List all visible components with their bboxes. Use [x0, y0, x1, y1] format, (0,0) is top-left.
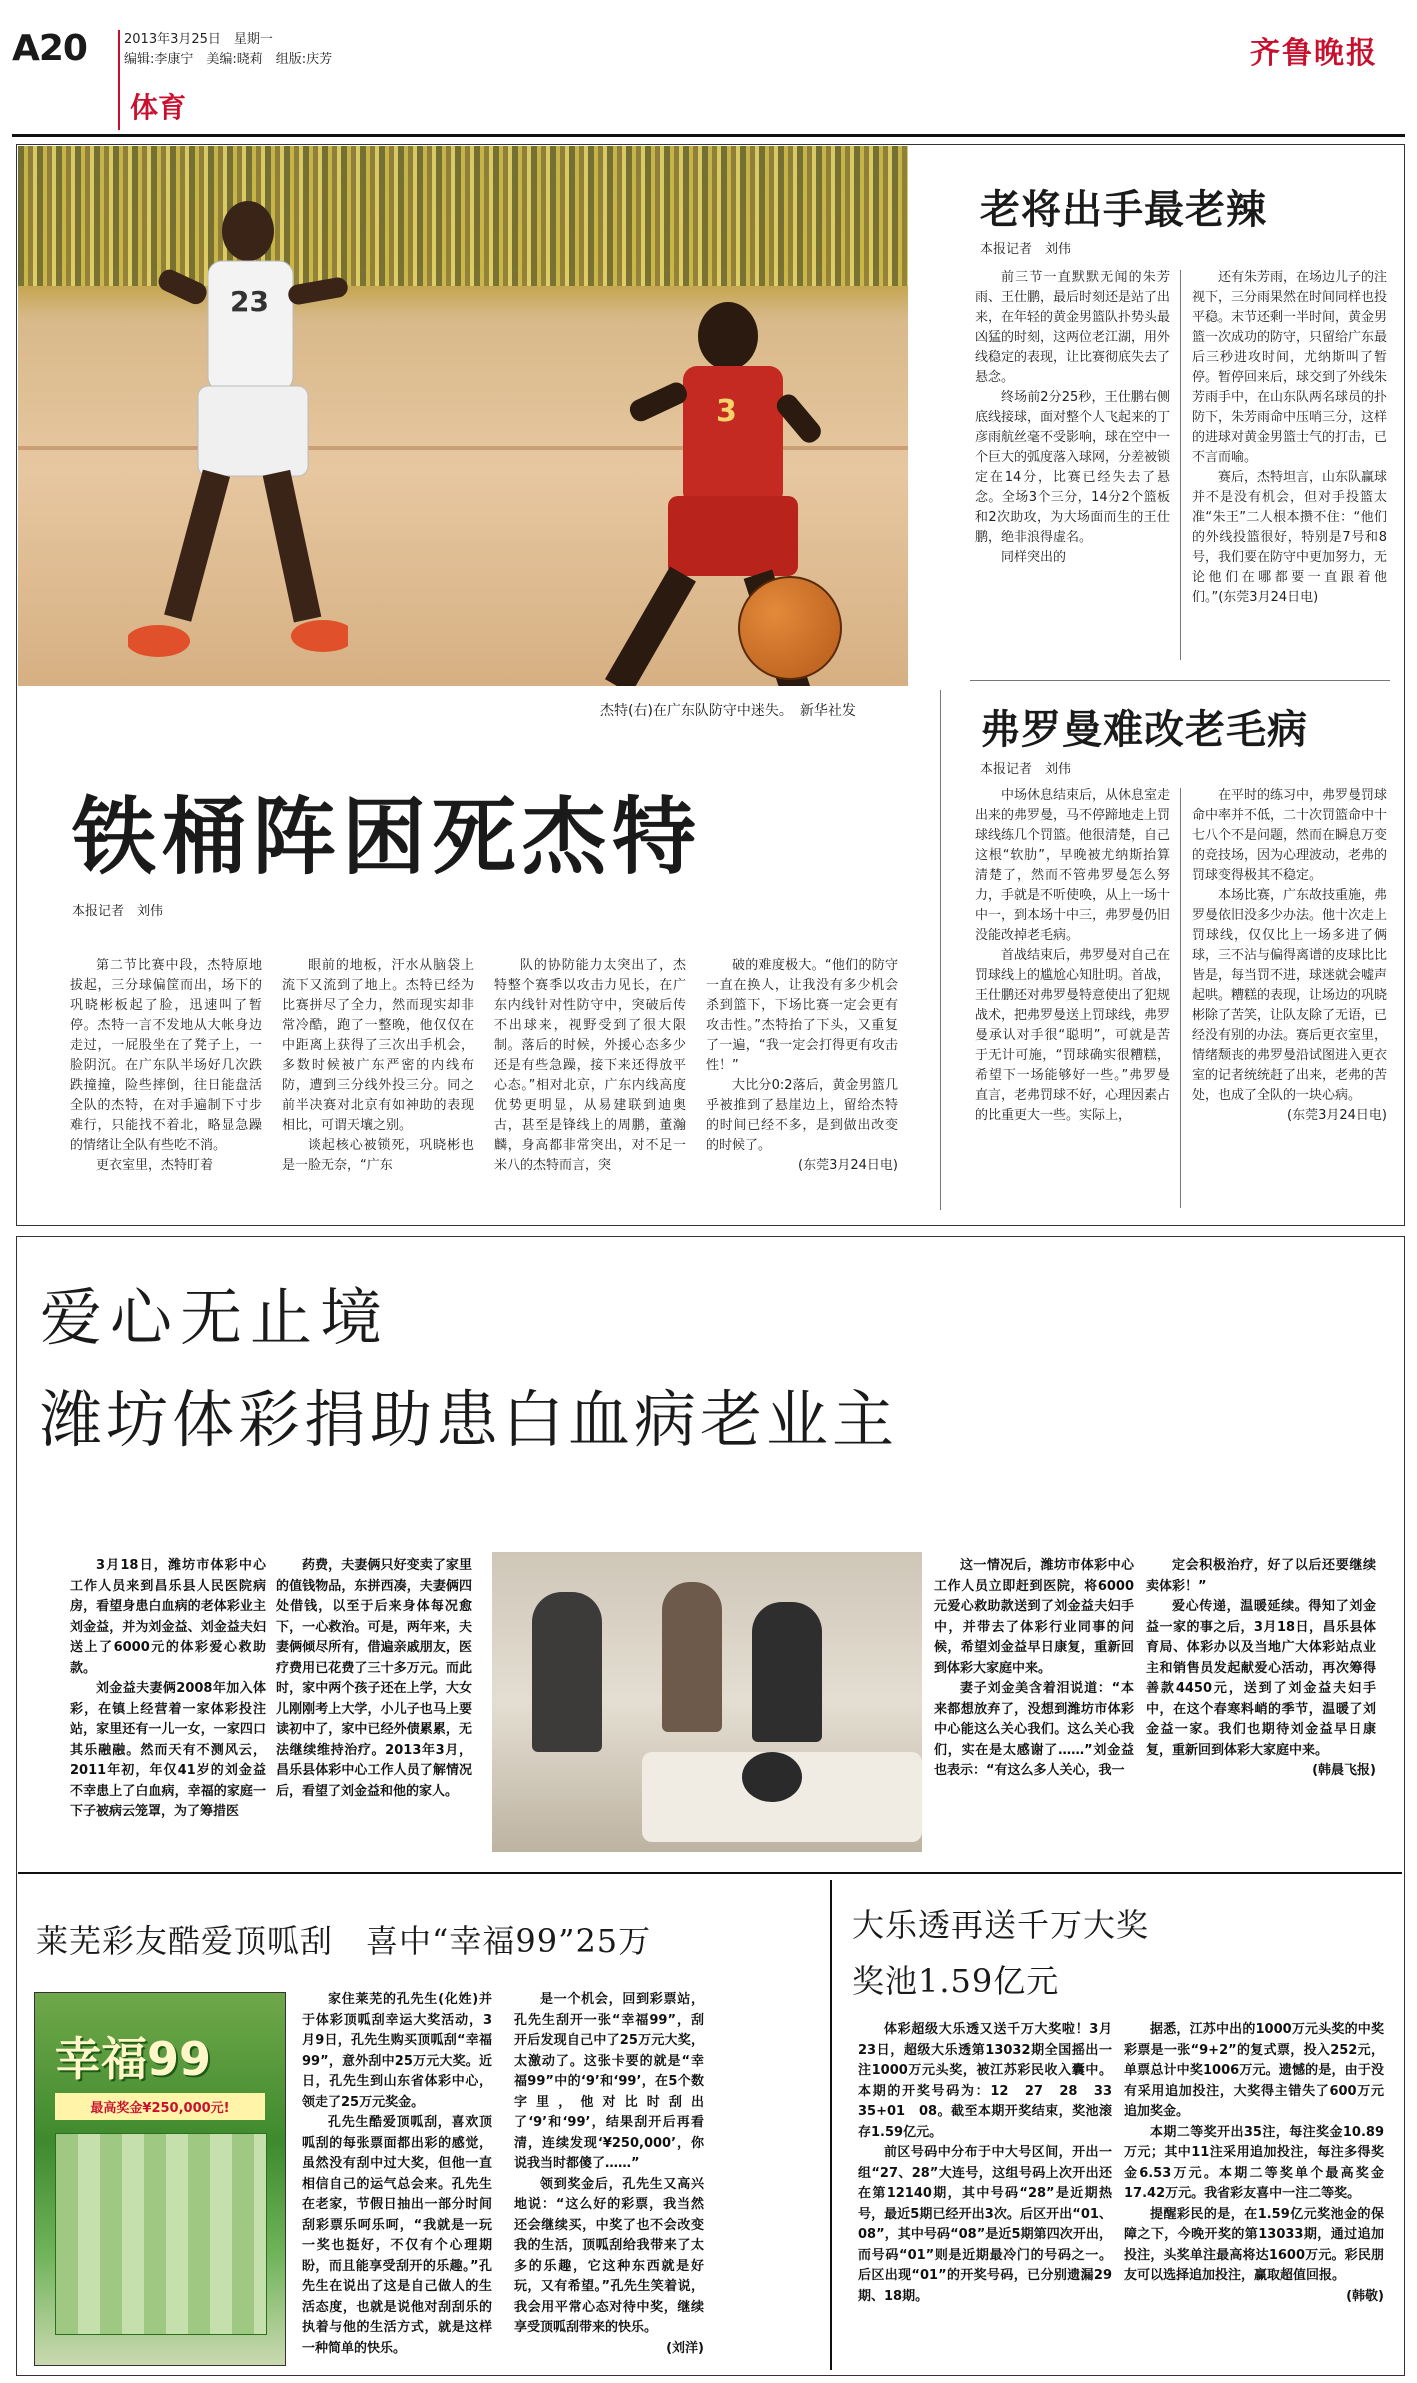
daletou-col1: 体彩超级大乐透又送千万大奖啦！3月23日，超级大乐透第13032期全国摇出一注1000万元头奖，被江苏彩民收入囊中。本期的开奖号码为：12 27 28 33 35+01 08。截至本期开奖结束，奖池滚存1.59亿元。 前区号码中分布于中大号区间，开出一组“27、28”大连号，这组号码上次开出还在第12140期，其中号码“28”是近期热号，最近5期已经开出3次。后区开出“01、08”，其中号码“08”是近5期第四次开出，而号码“01”则是近期最冷门的号码之一。后区出现“01”的开奖号码，已分别遗漏29期、18期。	[858, 2022, 1126, 2304]
ticket-title: 幸福99	[55, 2032, 212, 2086]
main-article-col3: 队的协防能力太突出了，杰特整个赛季以攻击力见长，在广东内线针对性防守中，突破后传不出球来，视野受到了很大限制。落后的时候，外援心态多少还是有些急躁，接下来还得放平心态。”相对北京，广东内线高度优势更明显，从易建联到迪奥古，甚至是锋线上的周鹏，董瀚麟，身高都非常突出，对不足一米八的杰特而言，突	[494, 958, 686, 1173]
article-old-col1: 前三节一直默默无闻的朱芳雨、王仕鹏，最后时刻还是站了出来，在年轻的黄金男篮队扑势头最凶猛的时刻，这两位老江湖，用外线稳定的表现，让比赛彻底失去了悬念。 终场前2分25秒，王仕鹏右侧底线接球，面对整个人飞起来的丁彦雨航丝毫不受影响，球在空中一个巨大的弧度落入球网，分差被锁定在14分，比赛已经失去了悬念。全场3个三分，14分2个篮板和2次助攻，为大场面而生的王仕鹏，绝非浪得虚名。 同样突出的	[975, 270, 1171, 565]
charity-title-line2: 潍坊体彩捐助患白血病老业主	[40, 1383, 899, 1456]
article-frolman-col1: 中场休息结束后，从休息室走出来的弗罗曼，马不停蹄地走上罚球线练几个罚篮。他很清楚，自己这根“软肋”，早晚被尤纳斯抬算清楚了，然而不管弗罗曼怎么努力，手就是不听使唤，从上一场十中一，到本场十中三，弗罗曼仍旧没能改掉老毛病。 首战结束后，弗罗曼对自己在罚球线上的尴尬心知肚明。首战，王仕鹏还对弗罗曼特意使出了犯规战术，把弗罗曼送上罚球线，弗罗曼承认对手很“聪明”，可就是苦于无计可施，“罚球确实很糟糕，希望下一场能够好一些。”弗罗曼直言，老弗罚球不好，心理因素占的比重更大一些。实际上，	[975, 788, 1171, 1123]
staff-line: 编辑:李康宁 美编:晓莉 组版:庆芳	[124, 52, 333, 67]
column-divider	[1180, 270, 1181, 660]
newspaper-logo: 齐鲁晚报	[1250, 36, 1378, 71]
headline-old-players: 老将出手最老辣	[980, 187, 1267, 233]
charity-col2: 药费，夫妻俩只好变卖了家里的值钱物品，东拼西凑，夫妻俩四处借钱，以至于后来身体每况愈下，一心救治。可是，两年来，夫妻俩倾尽所有，借遍亲戚朋友，医疗费用已花费了三十多万元。而此时，家中两个孩子还在上学，大女儿刚刚考上大学，小儿子也马上要读初中了，家中已经外债累累，无法继续维持治疗。2013年3月，昌乐县体彩中心工作人员了解情况后，看望了刘金益和他的家人。	[276, 1558, 472, 1799]
column-divider	[1180, 788, 1181, 1208]
charity-col4: 定会积极治疗，好了以后还要继续卖体彩！” 爱心传递，温暖延续。得知了刘金益一家的事之后，3月18日，昌乐县体育局、体彩办以及当地广大体彩站点业主和销售员发起献爱心活动，再次筹得善款4450元，送到了刘金益夫妇手中，在这个春寒料峭的季节，温暖了刘金益一家。我们也期待刘金益早日康复，重新回到体彩大家庭中来。 (韩晨飞报)	[1146, 1558, 1376, 1778]
main-article-col4: 破的难度极大。“他们的防守一直在换人，让我没有多少机会杀到篮下，下场比赛一定会更有攻击性。”杰特抬了下头，又重复了一遍，“我一定会打得更有攻击性！” 大比分0:2落后，黄金男篮几乎被推到了悬崖边上，留给杰特的时间已经不多，是到做出改变的时候了。 (东莞3月24日电)	[706, 958, 898, 1173]
person-silhouette	[752, 1602, 822, 1742]
person-silhouette	[662, 1582, 722, 1732]
main-byline: 本报记者 刘伟	[72, 904, 164, 919]
photo-caption: 杰特(右)在广东队防守中迷失。 新华社发	[600, 703, 856, 719]
charity-title-line1: 爱心无止境	[40, 1281, 391, 1354]
article-divider	[970, 680, 1390, 681]
lottery-ticket-image	[34, 1992, 286, 2366]
laiwu-col2: 是一个机会，回到彩票站，孔先生刮开一张“幸福99”，刮开后发现自己中了25万元大奖，太激动了。这张卡要的就是“幸福99”中的‘9’和‘99’，在5个数字里，他对比时刮出了‘9’和‘99’，结果刮开后再看清，连续发现‘¥250,000’，你说我当时都傻了……” 领到奖金后，孔先生又高兴地说：“这么好的彩票，我当然还会继续买，中奖了也不会改变我的生活，顶呱刮给我带来了太多的乐趣，它这种东西就是好玩，又有希望。”孔先生笑着说，我会用平常心态对待中奖，继续享受顶呱刮带来的快乐。 (刘洋)	[514, 1992, 704, 2356]
issue-meta	[124, 30, 332, 70]
headline-daletou-1: 大乐透再送千万大奖	[852, 1906, 1150, 1944]
header-accent-bar	[118, 30, 120, 130]
byline-old-players: 本报记者 刘伟	[980, 242, 1072, 257]
hospital-photo	[492, 1552, 922, 1852]
section-rule	[18, 1872, 1402, 1874]
jersey-number-right: 3	[716, 394, 737, 429]
byline-frolman: 本报记者 刘伟	[980, 762, 1072, 777]
headline-daletou-2: 奖池1.59亿元	[852, 1962, 1060, 2000]
charity-col1: 3月18日，潍坊市体彩中心工作人员来到昌乐县人民医院病房，看望身患白血病的老体彩业主刘金益，并为刘金益、刘金益夫妇送上了6000元的体彩爱心救助款。 刘金益夫妻俩2008年加入体彩，在镇上经营着一家体彩投注站，家里还有一儿一女，一家四口其乐融融。然而天有不测风云，2011年初，年仅41岁的刘金益不幸患上了白血病，幸福的家庭一下子被病云笼罩，为了筹措医	[70, 1558, 266, 1819]
charity-col3: 这一情况后，潍坊市体彩中心工作人员立即赶到医院，将6000元爱心救助款送到了刘金益夫妇手中，并带去了体彩行业同事的问候，希望刘金益早日康复，重新回到体彩大家庭中来。 妻子刘金美含着泪说道：“本来都想放弃了，没想到潍坊市体彩中心能这么关心我们。这么关心我们，实在是太感谢了……”刘金益也表示：“有这么多人关心，我一	[934, 1558, 1134, 1778]
player-white-jersey	[128, 186, 348, 666]
section-divider	[940, 690, 941, 1210]
main-article-col2: 眼前的地板，汗水从脑袋上流下又流到了地上。杰特已经为比赛拼尽了全力，然而现实却非常冷酷，跑了一整晚，他仅仅在中距离上获得了三次出手机会，多数时候被广东严密的内线布防，遭到三分线外投三分。同之前半决赛对北京有如神助的表现相比，可谓天壤之别。 谈起核心被锁死，巩晓彬也是一脸无奈，“广东	[282, 958, 474, 1173]
person-silhouette	[532, 1592, 602, 1752]
ticket-scratch-area	[55, 2133, 267, 2335]
jersey-number-left: 23	[230, 285, 269, 318]
patient-silhouette	[742, 1752, 802, 1802]
header-rule	[12, 134, 1405, 137]
laiwu-col1: 家住莱芜的孔先生(化姓)并于体彩顶呱刮幸运大奖活动，3月9日，孔先生购买顶呱刮“幸福99”，意外刮中25万元大奖。近日，孔先生到山东省体彩中心，领走了25万元奖金。 孔先生酷爱顶呱刮，喜欢顶呱刮的每张票面都出彩的感觉，虽然没有刮中过大奖，但他一直相信自己的运气总会来。孔先生在老家，节假日抽出一部分时间刮彩票乐呵乐呵，“我就是一玩一奖也挺好，不仅有个心理期盼，而且能享受刮开的乐趣。”孔先生在说出了这是自己做人的生活态度，也就是说他对刮刮乐的执着与他的生活方式，就是这样一种简单的快乐。	[302, 1992, 492, 2356]
main-article-col1: 第二节比赛中段，杰特原地拔起，三分球偏筐而出，场下的巩晓彬板起了脸，迅速叫了暂停。杰特一言不发地从大帐身边走过，一屁股坐在了凳子上，一脸阴沉。在广东队半场好几次跌跌撞撞，险些摔倒，往日能盘活全队的杰特，在对手遍制下寸步难行，只能找不着北，略显急躁的情绪让全队有些吃不消。 更衣室里，杰特盯着	[70, 958, 262, 1173]
headline-laiwu: 莱芜彩友酷爱顶呱刮 喜中“幸福99”25万	[36, 1922, 652, 1960]
headline-frolman: 弗罗曼难改老毛病	[980, 707, 1308, 753]
date-line: 2013年3月25日 星期一	[124, 32, 273, 47]
basketball-photo	[18, 146, 908, 686]
article-frolman-col2: 在平时的练习中，弗罗曼罚球命中率并不低，二十次罚篮命中十七八个不是问题，然而在瞬息万变的竞技场，因为心理波动，老弗的罚球变得极其不稳定。 本场比赛，广东故技重施，弗罗曼依旧没多少办法。他十次走上罚球线，仅仅比上一场多进了俩球，三不沾与偏得离谱的皮球比比皆是，每当罚不进，球迷就会嘘声起哄。糟糕的表现，让场边的巩晓彬除了苦笑，让队友除了无语，已经没有别的办法。赛后更衣室里，情绪颓丧的弗罗曼沿试图进入更衣室的记者统统赶了出来，老弗的苦处，也成了全队的一块心病。 (东莞3月24日电)	[1192, 788, 1388, 1123]
main-headline: 铁桶阵困死杰特	[72, 788, 703, 886]
ticket-prize: 最高奖金¥250,000元!	[55, 2093, 265, 2120]
column-divider	[830, 1880, 832, 2370]
section-title: 体育	[130, 91, 187, 124]
article-old-col2: 还有朱芳雨，在场边儿子的注视下，三分雨果然在时间同样也投平稳。末节还剩一半时间，黄金男篮一次成功的防守，只留给广东最后三秒进攻时间，尤纳斯叫了暂停。暂停回来后，球交到了外线朱芳雨手中，在山东队两名球员的扑防下，朱芳雨命中压哨三分，这样的进球对黄金男篮士气的打击，已不言而喻。 赛后，杰特坦言，山东队赢球并不是没有机会，但对手投篮太准“朱王”二人根本攒不住：“他们的外线投篮很好，特别是7号和8号，我们要在防守中更加努力，无论他们在哪都要一直跟着他们。”(东莞3月24日电)	[1192, 270, 1388, 605]
daletou-col2: 据悉，江苏中出的1000万元头奖的中奖彩票是一张“9+2”的复式票，投入252元，单票总计中奖1006万元。遗憾的是，由于没有采用追加投注，大奖得主错失了600万元追加奖金。 本期二等奖开出35注，每注奖金10.89万元；其中11注采用追加投注，每注多得奖金6.53万元。本期二等奖单个最高奖金17.42万元。我省彩友喜中一注二等奖。 提醒彩民的是，在1.59亿元奖池金的保障之下，今晚开奖的第13033期，通过追加投注，头奖单注最高将达1600万元。彩民朋友可以选择追加投注，赢取超值回报。 (韩敬)	[1124, 2022, 1384, 2304]
basketball	[738, 576, 842, 680]
page-number: A20	[12, 28, 87, 69]
